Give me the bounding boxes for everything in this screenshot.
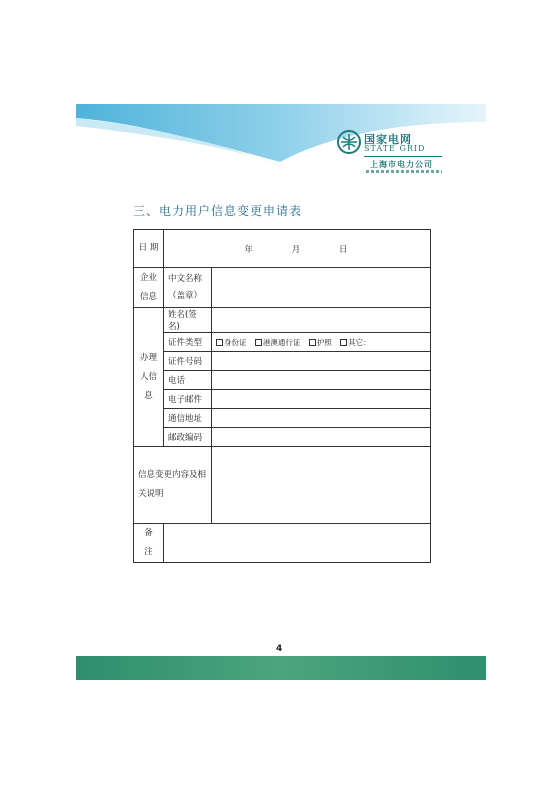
form-title: 三、电力用户信息变更申请表: [133, 204, 303, 218]
id-number-field[interactable]: [212, 352, 431, 371]
id-option-hk-macau-permit[interactable]: 港澳通行证: [255, 338, 301, 347]
checkbox-icon: [309, 339, 316, 346]
date-row: [134, 230, 431, 268]
change-description-label: 信息变更内容及相 关说明: [134, 447, 212, 524]
company-name: 上海市电力公司: [370, 160, 433, 169]
phone-label: 电话: [164, 371, 212, 390]
page-number: 4: [276, 644, 283, 654]
id-option-passport[interactable]: 护照: [309, 338, 332, 347]
footer-band: [76, 656, 486, 680]
change-request-form: [133, 229, 431, 563]
id-type-label: 证件类型: [164, 333, 212, 352]
postcode-label: 邮政编码: [164, 428, 212, 447]
phone-row: [134, 371, 431, 390]
email-row: [134, 390, 431, 409]
chinese-name-label: 中文名称 （盖章）: [164, 268, 212, 308]
address-label: 通信地址: [164, 409, 212, 428]
signature-row: [134, 308, 431, 333]
id-number-row: [134, 352, 431, 371]
remark-row: [134, 524, 431, 563]
postcode-row: [134, 428, 431, 447]
header-wave-band: [0, 0, 560, 200]
checkbox-icon: [216, 339, 223, 346]
remark-field[interactable]: [164, 524, 431, 563]
logo-divider: [364, 156, 442, 157]
chinese-name-field[interactable]: [212, 268, 431, 308]
month-label: 月: [291, 244, 303, 255]
id-type-row: [134, 333, 431, 352]
id-option-other[interactable]: 其它：: [340, 338, 371, 347]
address-row: [134, 409, 431, 428]
day-label: 日: [338, 244, 350, 255]
id-number-label: 证件号码: [164, 352, 212, 371]
checkbox-icon: [255, 339, 262, 346]
signature-field[interactable]: [212, 308, 431, 333]
address-field[interactable]: [212, 409, 431, 428]
handler-group-label: 办理 人信 息: [134, 308, 164, 447]
logo-chinese-name: 国家电网: [364, 133, 412, 146]
date-field[interactable]: [164, 230, 431, 268]
date-label: 日 期: [134, 230, 164, 268]
postcode-field[interactable]: [212, 428, 431, 447]
email-label: 电子邮件: [164, 390, 212, 409]
enterprise-row: [134, 268, 431, 308]
state-grid-logo-icon: [336, 129, 362, 155]
id-option-id-card[interactable]: 身份证: [216, 338, 247, 347]
year-label: 年: [244, 244, 256, 255]
logo-english-name: STATE GRID: [364, 144, 426, 153]
email-field[interactable]: [212, 390, 431, 409]
change-description-field[interactable]: [212, 447, 431, 524]
id-type-options: [212, 333, 431, 352]
phone-field[interactable]: [212, 371, 431, 390]
signature-label: 姓名(签名): [164, 308, 212, 333]
logo-subtext-decoration: [366, 170, 442, 173]
enterprise-group-label: 企业 信息: [134, 268, 164, 308]
remark-label: 备 注: [134, 524, 164, 563]
checkbox-icon: [340, 339, 347, 346]
change-description-row: [134, 447, 431, 524]
